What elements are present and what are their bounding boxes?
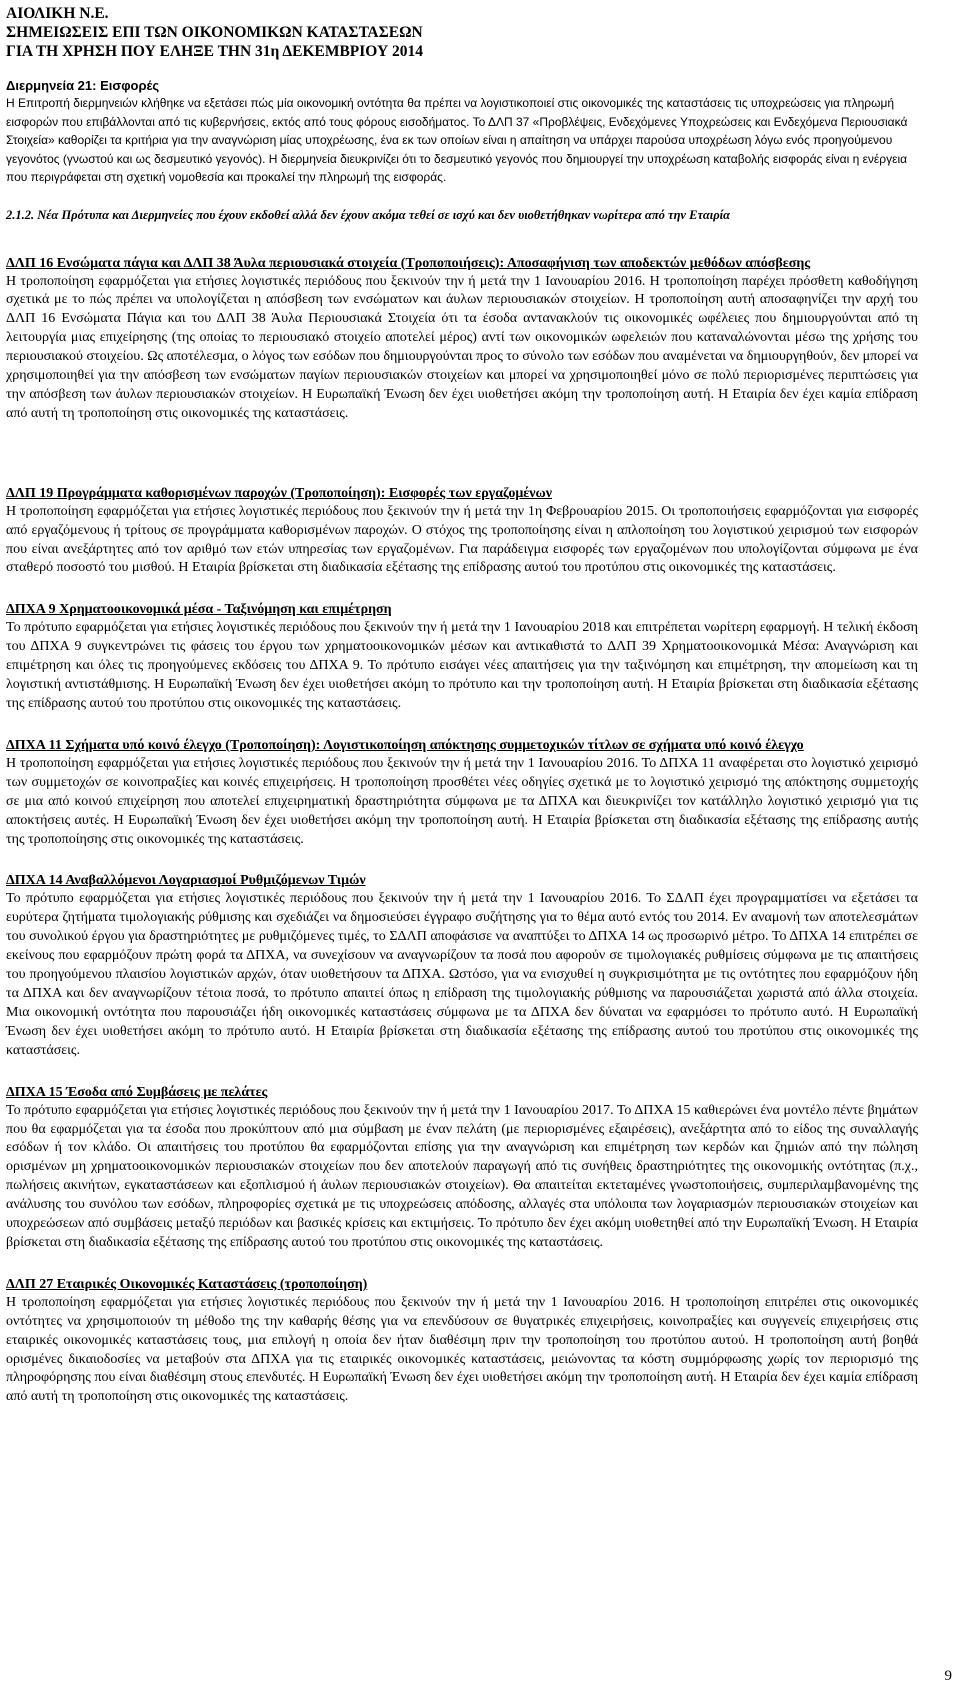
standard-title: ΔΠΧΑ 15 Έσοδα από Συμβάσεις με πελάτες xyxy=(6,1084,268,1100)
standard-body: Η τροποποίηση εφαρμόζεται για ετήσιες λογιστικές περιόδους που ξεκινούν την ή μετά την 1 Ιανουαρίου 2016. Η τροποποίηση επιτρέπει στις οικονομικές οντότητες να χρησιμοποιούν τη μέθοδο της την καθαρής θέσης για να επενδύσουν σε θυγατρικές επιχειρήσεις, κοινοπραξίες και συγγενείς επιχειρήσεις στις εταιρικές οικονομικές καταστάσεις τους, μια επιλογή η οποία δεν ήταν διαθέσιμη πριν την τροποποίηση του προτύπου αυτού. Η τροποποίηση αυτή βοηθά ορισμένες δικαιοδοσίες να μεταβούν στα ΔΠΧΑ για τις εταιρικές οικονομικές καταστάσεις, μειώνοντας τα κόστη συμμόρφωσης χωρίς τον περιορισμό της πληροφόρησης που είναι διαθέσιμη στους επενδυτές. Η Ευρωπαϊκή Ένωση δεν έχει υιοθετήσει ακόμη την τροποποίηση αυτή. Η Εταιρία δεν έχει καμία επίδραση από αυτή τη τροποποίηση στις οικονομικές της καταστάσεις. xyxy=(6,1294,918,1405)
interpretation-21-body: Η Επιτροπή διερμηνειών κλήθηκε να εξετάσει πώς μία οικονομική οντότητα θα πρέπει να λογιστικοποιεί στις οικονομικές της καταστάσεις τις υποχρεώσεις για πληρωμή εισφορών που επιβάλλονται από τις κυβερνήσεις, εκτός από τους φόρους εισοδήματος. Το ΔΛΠ 37 «Προβλέψεις, Ενδεχόμενες Υποχρεώσεις και Ενδεχόμενα Περιουσιακά Στοιχεία» καθορίζει τα κριτήρια για την αναγνώριση μίας υποχρέωσης, ένα εκ των οποίων είναι η απαίτηση να υπάρχει παρούσα υποχρέωση λόγω ενός προηγούμενου γεγονότος (γνωστού και ως δεσμευτικό γεγονός). Η διερμηνεία διευκρινίζει ότι το δεσμευτικό γεγονός που δημιουργεί την υποχρέωση καταβολής εισφοράς είναι η ενέργεια που περιγράφεται στη σχετική νομοθεσία και προκαλεί την πληρωμή της εισφοράς. xyxy=(6,96,908,184)
standard-ifrs9 xyxy=(6,600,918,714)
company-name: ΑΙΟΛΙΚΗ Ν.Ε. xyxy=(6,5,109,22)
standard-title: ΔΛΠ 16 Ενσώματα πάγια και ΔΛΠ 38 Άυλα περιουσιακά στοιχεία (Τροποποιήσεις): Αποσαφήνιση των αποδεκτών μεθόδων απόσβεσης xyxy=(6,255,811,271)
standard-body: Το πρότυπο εφαρμόζεται για ετήσιες λογιστικές περιόδους που ξεκινούν την ή μετά την 1 Ιανουαρίου 2017. Το ΔΠΧΑ 15 καθιερώνει ένα μοντέλο πέντε βημάτων που θα εφαρμόζεται για τα έσοδα που προκύπτουν από μια σύμβαση με έναν πελάτη (με περιορισμένες εξαιρέσεις), ανεξάρτητα από το είδος της συναλλαγής εσόδων ή τον κλάδο. Οι απαιτήσεις του προτύπου θα εφαρμόζονται επίσης για την αναγνώριση και επιμέτρηση των κερδών και ζημιών από την πώληση ορισμένων μη χρηματοοικονομικών περιουσιακών στοιχείων που δεν αποτελούν παραγωγή από τις συνήθεις δραστηριότητες της οικονομικής οντότητας (π.χ., πωλήσεις ακινήτων, εγκαταστάσεων και εξοπλισμού ή άυλων περιουσιακών στοιχείων). Θα απαιτείται εκτεταμένες γνωστοποιήσεις, συμπεριλαμβανομένης της ανάλυσης του συνόλου των εσόδων, πληροφορίες σχετικά με τις υποχρεώσεις απόδοσης, αλλαγές στα υπόλοιπα των λογαριασμών περιουσιακών στοιχείων και υποχρεώσεων από συμβάσεις μεταξύ περιόδων και βασικές κρίσεις και εκτιμήσεις. Το πρότυπο δεν έχει ακόμη υιοθετηθεί από την Ευρωπαϊκή Ένωση. Η Εταιρία βρίσκεται στη διαδικασία εξέτασης της επίδρασης αυτού του προτύπου στις οικονομικές της καταστάσεις. xyxy=(6,1102,918,1250)
standard-title: ΔΛΠ 27 Εταιρικές Οικονομικές Καταστάσεις (τροποποίηση) xyxy=(6,1276,368,1292)
standard-body: Το πρότυπο εφαρμόζεται για ετήσιες λογιστικές περιόδους που ξεκινούν την ή μετά την 1 Ιανουαρίου 2016. Το ΣΔΛΠ έχει προγραμματίσει να εξετάσει τα ευρύτερα ζητήματα τιμολογιακής ρύθμισης και σχεδιάζει να δημοσιεύσει έγγραφο συζήτησης για το θέμα αυτό εντός του 2014. Εν αναμονή των αποτελεσμάτων του συνολικού έργου για δραστηριότητες με ρυθμιζόμενες τιμές, το ΣΔΛΠ αποφάσισε να αναπτύξει το ΔΠΧΑ 14 ως προσωρινό μέτρο. Το ΔΠΧΑ 14 επιτρέπει σε εκείνους που εφαρμόζουν πρώτη φορά τα ΔΠΧΑ, να συνεχίσουν να αναγνωρίζουν τα ποσά που αφορούν σε τιμολογιακές ρυθμίσεις σύμφωνα με τις απαιτήσεις του προηγούμενου πλαισίου λογιστικών αρχών, όταν υιοθετήσουν τα ΔΠΧΑ. Ωστόσο, για να ενισχυθεί η συγκρισιμότητα με τις οντότητες που εφαρμόζουν ήδη τα ΔΠΧΑ και δεν αναγνωρίζουν τέτοια ποσά, το πρότυπο απαιτεί όπως η επίδραση της τιμολογιακής ρύθμισης να παρουσιάζεται χωριστά από άλλα στοιχεία. Μια οικονομική οντότητα που παρουσιάζει ήδη οικονομικές καταστάσεις σύμφωνα με τα ΔΠΧΑ δεν δύναται να εφαρμόσει το πρότυπο αυτό. Η Ευρωπαϊκή Ένωση δεν έχει υιοθετήσει ακόμη το πρότυπο αυτό. Η Εταιρία βρίσκεται στη διαδικασία εξέτασης της επίδρασης αυτού του προτύπου στις οικονομικές της καταστάσεις. xyxy=(6,891,918,1058)
standard-ias19 xyxy=(6,484,918,579)
standard-body: Η τροποποίηση εφαρμόζεται για ετήσιες λογιστικές περιόδους που ξεκινούν την ή μετά την 1 Ιανουαρίου 2016. Το ΔΠΧΑ 11 αναφέρεται στο λογιστικό χειρισμό των συμμετοχών σε κοινοπραξίες και κοινές επιχειρήσεις. Η τροποποίηση προσθέτει νέες οδηγίες σχετικά με το λογιστικό χειρισμό της απόκτησης συμμετοχής σε μια από κοινού επιχείρηση που αποτελεί επιχειρηματική δραστηριότητα σύμφωνα με τα ΔΠΧΑ και διευκρινίζει τον κατάλληλο λογιστικό χειρισμό για τις αποκτήσεις αυτές. Η Ευρωπαϊκή Ένωση δεν έχει υιοθετήσει ακόμη την τροποποίηση αυτή. Η Εταιρία βρίσκεται στη διαδικασία εξέτασης της επίδρασης αυτής της τροποποίησης στις οικονομικές της καταστάσεις. xyxy=(6,755,918,847)
page-number: 9 xyxy=(944,1668,952,1684)
standard-title: ΔΠΧΑ 11 Σχήματα υπό κοινό έλεγχο (Τροποποίηση): Λογιστικοποίηση απόκτησης συμμετοχικών τίτλων σε σχήματα υπό κοινό έλεγχο xyxy=(6,737,804,753)
standard-title: ΔΠΧΑ 9 Χρηματοοικονομικά μέσα - Ταξινόμηση και επιμέτρηση xyxy=(6,602,392,618)
standard-body: Το πρότυπο εφαρμόζεται για ετήσιες λογιστικές περιόδους που ξεκινούν την ή μετά την 1 Ιανουαρίου 2018 και επιτρέπεται νωρίτερη εφαρμογή. Η τελική έκδοση του ΔΠΧΑ 9 συγκεντρώνει τις φάσεις του έργου των χρηματοοικονομικών μέσων και αντικαθιστά το ΔΛΠ 39 Χρηματοοικονομικά Μέσα: Αναγνώριση και επιμέτρηση και όλες τις προηγούμενες εκδόσεις του ΔΠΧΑ 9. Το πρότυπο εισάγει νέες απαιτήσεις για την ταξινόμηση και επιμέτρηση, την απομείωση και τη λογιστική αντιστάθμισης. Η Ευρωπαϊκή Ένωση δεν έχει υιοθετήσει ακόμη το πρότυπο και την τροποποίηση αυτή. Η Εταιρία βρίσκεται στη διαδικασία εξέτασης της επίδρασης αυτού του προτύπου στις οικονομικές της καταστάσεις. xyxy=(6,620,918,711)
interpretation-21-title: Διερμηνεία 21: Εισφορές xyxy=(6,78,160,93)
standard-title: ΔΠΧΑ 14 Αναβαλλόμενοι Λογαριασμοί Ρυθμιζόμενων Τιμών xyxy=(6,873,366,889)
standard-ifrs15 xyxy=(6,1083,918,1253)
standard-ifrs11 xyxy=(6,736,918,850)
standard-ifrs14 xyxy=(6,871,918,1060)
section-2-1-2-heading: 2.1.2. Νέα Πρότυπα και Διερμηνείες που έχουν εκδοθεί αλλά δεν έχουν ακόμα τεθεί σε ισχύ και δεν υιοθετήθηκαν νωρίτερα από την Εταιρία xyxy=(6,207,731,222)
document-title-line2: ΓΙΑ ΤΗ ΧΡΗΣΗ ΠΟΥ ΕΛΗΞΕ ΤΗΝ 31η ΔΕΚΕΜΒΡΙΟΥ 2014 xyxy=(6,43,424,60)
standard-title: ΔΛΠ 19 Προγράμματα καθορισμένων παροχών (Τροποποίηση): Εισφορές των εργαζομένων xyxy=(6,485,553,501)
standard-body: Η τροποποίηση εφαρμόζεται για ετήσιες λογιστικές περιόδους που ξεκινούν την ή μετά την 1η Φεβρουαρίου 2015. Οι τροποποιήσεις εφαρμόζονται για εισφορές από εργαζόμενους ή τρίτους σε προγράμματα καθορισμένων παροχών. Ο στόχος της τροποποίησης είναι η απλοποίηση του λογιστικού χειρισμού των εισφορών που είναι ανεξάρτητες από τον αριθμό των ετών υπηρεσίας των εργαζομένων. Για παράδειγμα εισφορές των εργαζομένων που υπολογίζονται σύμφωνα με ένα σταθερό ποσοστό του μισθού. Η Εταιρία βρίσκεται στη διαδικασία εξέτασης της επίδρασης αυτού του προτύπου στις οικονομικές της καταστάσεις. xyxy=(6,503,918,576)
standard-ias27 xyxy=(6,1275,918,1407)
standard-body: Η τροποποίηση εφαρμόζεται για ετήσιες λογιστικές περιόδους που ξεκινούν την ή μετά την 1 Ιανουαρίου 2016. Η τροποποίηση παρέχει πρόσθετη καθοδήγηση σχετικά με το πώς πρέπει να υπολογίζεται η απόσβεση των ενσώματων και άυλων περιουσιακών στοιχείων. Η τροποποίηση αυτή αποσαφηνίζει την αρχή του ΔΛΠ 16 Ενσώματα Πάγια και του ΔΛΠ 38 Άυλα Περιουσιακά Στοιχεία ότι τα έσοδα αντανακλούν τις οικονομικές ωφέλειες που δημιουργούνται από τη λειτουργία μιας επιχείρησης (της οποίας το περιουσιακό στοιχείο αποτελεί μέρος) αντί των οικονομικών ωφελειών που καταναλώνονται μέσω της χρήσης του περιουσιακού στοιχείου. Ως αποτέλεσμα, ο λόγος των εσόδων που δημιουργούνται προς το σύνολο των εσόδων που αναμένεται να δημιουργηθούν, δεν μπορεί να χρησιμοποιηθεί για την απόσβεση των ενσώματων παγίων περιουσιακών στοιχείων και μπορεί να χρησιμοποιηθεί μόνο σε πολύ περιορισμένες περιπτώσεις για την απόσβεση των άυλων περιουσιακών στοιχείων. Η Ευρωπαϊκή Ένωση δεν έχει υιοθετήσει ακόμη την τροποποίηση αυτή. Η Εταιρία δεν έχει καμία επίδραση από αυτή τη τροποποίηση στις οικονομικές της καταστάσεις. xyxy=(6,273,918,421)
interpretation-21-section xyxy=(6,77,918,187)
standard-ias16-ias38 xyxy=(6,254,918,424)
document-title-line1: ΣΗΜΕΙΩΣΕΙΣ ΕΠΙ ΤΩΝ ΟΙΚΟΝΟΜΙΚΩΝ ΚΑΤΑΣΤΑΣΕΩΝ xyxy=(6,24,423,41)
